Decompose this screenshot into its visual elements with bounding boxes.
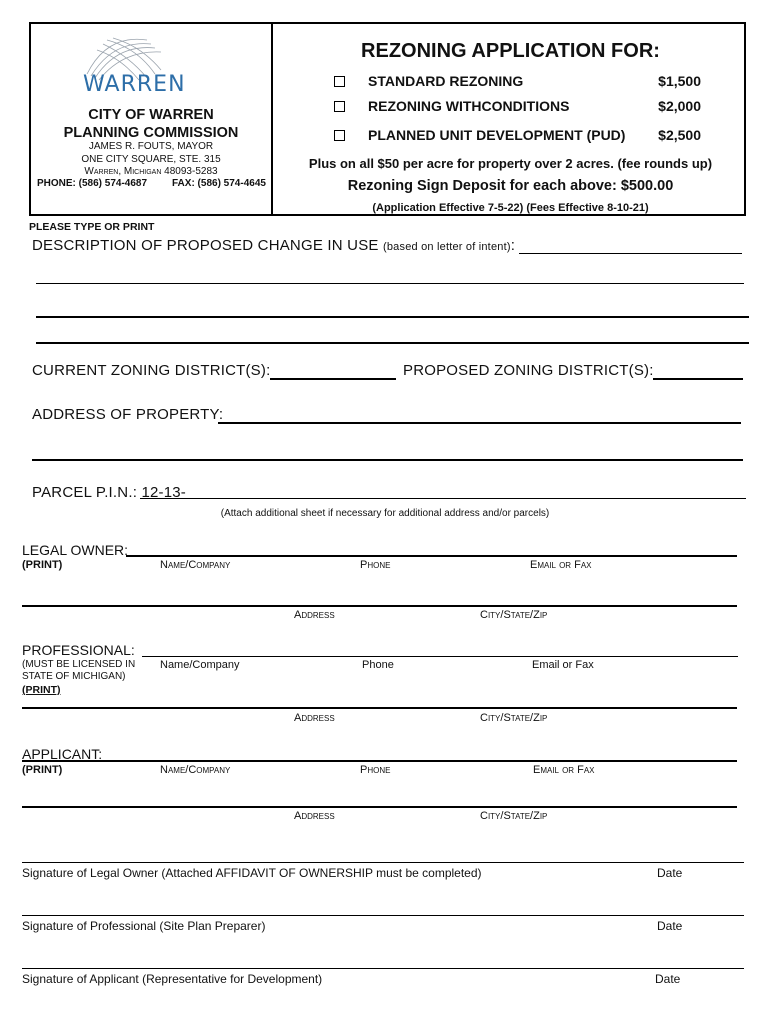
- professional-city-caption: City/State/Zip: [480, 712, 548, 724]
- option-standard-rezoning: STANDARD REZONING: [368, 73, 524, 89]
- proposed-zoning-label: PROPOSED ZONING DISTRICT(S):: [403, 362, 654, 379]
- logo-text: WARREN: [83, 72, 186, 97]
- applicant-label: APPLICANT:: [22, 746, 103, 762]
- checkbox-pud[interactable]: [334, 130, 345, 141]
- professional-name-caption: Name/Company: [160, 659, 240, 671]
- current-zoning-field[interactable]: [270, 378, 396, 380]
- description-line-3[interactable]: [36, 316, 749, 318]
- legal-owner-email-caption: Email or Fax: [530, 559, 592, 571]
- parcel-label-text: PARCEL P.I.N.:: [32, 484, 138, 501]
- please-type-note: PLEASE TYPE OR PRINT: [29, 221, 155, 233]
- option-pud: PLANNED UNIT DEVELOPMENT (PUD): [368, 127, 626, 143]
- description-label: DESCRIPTION OF PROPOSED CHANGE IN USE (based on letter of intent):: [32, 237, 516, 254]
- professional-label: PROFESSIONAL:: [22, 642, 135, 658]
- fee-pud: $2,500: [658, 127, 701, 143]
- legal-owner-city-caption: City/State/Zip: [480, 609, 548, 621]
- professional-name-field[interactable]: [142, 656, 738, 657]
- description-line-2[interactable]: [36, 283, 744, 284]
- applicant-email-caption: Email or Fax: [533, 764, 595, 776]
- signature-professional-caption: Signature of Professional (Site Plan Preparer): [22, 919, 266, 933]
- header-box: [29, 22, 746, 216]
- description-note: (based on letter of intent): [383, 241, 511, 253]
- applicant-name-field[interactable]: [22, 760, 737, 762]
- legal-owner-address-caption: Address: [294, 609, 335, 621]
- phone-number: PHONE: (586) 574-4687: [37, 178, 148, 189]
- legal-owner-print: (PRINT): [22, 559, 63, 571]
- legal-owner-phone-caption: Phone: [360, 559, 391, 571]
- parcel-prefix: 12-13-: [141, 484, 186, 501]
- professional-note-1: (MUST BE LICENSED IN: [22, 659, 136, 670]
- signature-professional-date: Date: [657, 919, 683, 933]
- street-address: ONE CITY SQUARE, STE. 315: [81, 154, 221, 165]
- fee-rezoning-with-conditions: $2,000: [658, 98, 701, 114]
- description-label-text: DESCRIPTION OF PROPOSED CHANGE IN USE: [32, 237, 379, 254]
- applicant-address-field[interactable]: [22, 806, 737, 808]
- legal-owner-name-caption: Name/Company: [160, 559, 231, 571]
- legal-owner-label: LEGAL OWNER:: [22, 542, 129, 558]
- sign-deposit: Rezoning Sign Deposit for each above: $500.00: [347, 178, 674, 194]
- professional-address-caption: Address: [294, 712, 335, 724]
- description-line-4[interactable]: [36, 342, 749, 344]
- professional-print: (PRINT): [22, 684, 61, 696]
- city-state-zip: Warren, Michigan 48093-5283: [84, 166, 218, 177]
- legal-owner-address-field[interactable]: [22, 605, 737, 607]
- form-title: REZONING APPLICATION FOR:: [361, 40, 660, 62]
- checkbox-standard-rezoning[interactable]: [334, 76, 345, 87]
- attach-note: (Attach additional sheet if necessary for additional address and/or parcels): [220, 508, 550, 519]
- effective-dates: (Application Effective 7-5-22) (Fees Effective 8-10-21): [372, 202, 649, 214]
- property-address-label: ADDRESS OF PROPERTY:: [32, 406, 224, 423]
- property-address-line-2[interactable]: [32, 459, 743, 461]
- signature-professional-line[interactable]: [22, 915, 744, 916]
- professional-phone-caption: Phone: [362, 659, 394, 671]
- signature-applicant-caption: Signature of Applicant (Representative for Development): [22, 972, 323, 986]
- fax-number: FAX: (586) 574-4645: [172, 178, 266, 189]
- signature-legal-owner-caption: Signature of Legal Owner (Attached AFFIDAVIT OF OWNERSHIP must be completed): [22, 866, 482, 880]
- warren-logo: [77, 34, 227, 98]
- acre-note: Plus on all $50 per acre for property over 2 acres. (fee rounds up): [308, 156, 713, 171]
- signature-legal-owner-date: Date: [657, 866, 683, 880]
- applicant-city-caption: City/State/Zip: [480, 810, 548, 822]
- legal-owner-name-field[interactable]: [126, 555, 737, 557]
- mayor-name: JAMES R. FOUTS, MAYOR: [88, 141, 214, 152]
- current-zoning-label: CURRENT ZONING DISTRICT(S):: [32, 362, 271, 379]
- option-rezoning-with-conditions: REZONING WITHCONDITIONS: [368, 98, 570, 114]
- signature-legal-owner-line[interactable]: [22, 862, 744, 863]
- professional-note-2: STATE OF MICHIGAN): [22, 671, 126, 682]
- commission-name: PLANNING COMMISSION: [63, 125, 239, 141]
- signature-applicant-line[interactable]: [22, 968, 744, 969]
- applicant-print: (PRINT): [22, 764, 63, 776]
- professional-address-field[interactable]: [22, 707, 737, 709]
- professional-email-caption: Email or Fax: [532, 659, 594, 671]
- parcel-field[interactable]: [140, 498, 746, 499]
- checkbox-rezoning-with-conditions[interactable]: [334, 101, 345, 112]
- signature-applicant-date: Date: [655, 972, 681, 986]
- proposed-zoning-field[interactable]: [653, 378, 743, 380]
- applicant-address-caption: Address: [294, 810, 335, 822]
- fee-standard-rezoning: $1,500: [658, 73, 701, 89]
- property-address-field[interactable]: [218, 422, 741, 424]
- header-divider: [271, 24, 273, 216]
- applicant-name-caption: Name/Company: [160, 764, 231, 776]
- city-name: CITY OF WARREN: [88, 107, 214, 123]
- applicant-phone-caption: Phone: [360, 764, 391, 776]
- description-line-1[interactable]: [519, 253, 742, 254]
